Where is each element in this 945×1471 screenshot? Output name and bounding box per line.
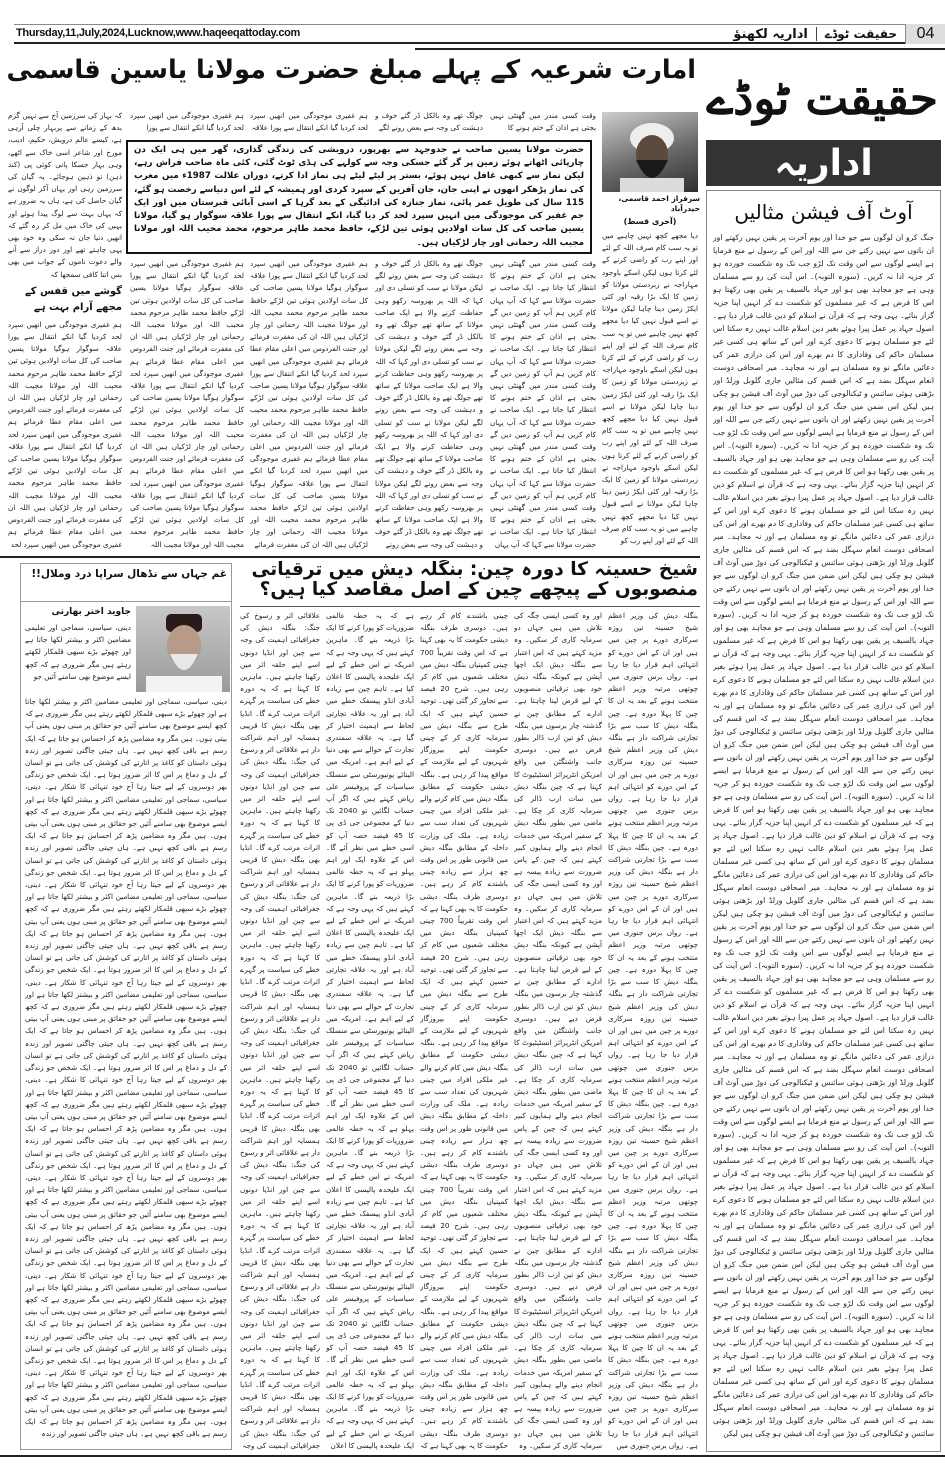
divider (415, 48, 945, 50)
column-body-top: دینی، سیاسی، سماجی اور تعلیمی مضامین اکثر و بیشتر لکھا جاتا ہے اور چھوٹے بڑے سبھی قلمکار لکھتے رہتے ہیں مگر ضروری ہے کہ کچھ ایسے موضوع بھی سامنے آئیں جو (25, 623, 131, 681)
bottom-rule (0, 1455, 945, 1457)
lead-highlight-box: حضرت مولانا یسین صاحب نے جدوجہد سے بھرپور، درویشی کی زندگی گذاری، گھر میں ہی ایک دن چارپائی اٹھاتے ہوئے زمین پر گر گئے جسکی وجہ سے کولہے کی ہڈی ٹوٹ گئی، کئی ماہ صاحب فراش رہے، لیکن نماز سے کبھی غافل نہیں ہوئے، بستر پر لیٹے لیٹے ہی نماز ادا کرتے، دوران علالت 1987ء میں مغرب کی نماز پڑھکر انھوں نے اپنی جان، جان آفریں کے سپرد کردی اور ہمیشہ کے لئے اس دنیاسے رخصت ہو گئے، 115 سال کی طویل عمر پائی، نماز جنازہ کی ادائیگی کے بعد گرہا کے اسی آبائی قبرستان میں اور ایک جم غفیر کی موجودگی میں انہیں سپرد لحد کر دیا گیا، انکے انتقال سے پورا علاقہ سوگوار ہو گیا، مولانا یسین صاحب کی کل سات اولادیں ہوئی تین لڑکے، حافظ محمد طاہر مرحوم، محمد محیب اللہ اور مولانا مجیب اللہ رحمانی اور چار لڑکیاں ہیں۔ (126, 140, 592, 254)
lead-column-3-top: جولگ تھے وہ بالکل ڈر گئے خوف و دہشت کی وجہ سے بعض رونے لگے (375, 111, 483, 133)
lead-column-4-top: وقت کسی مندر میں گھنٹی نہیں بجتی ہے اذان کے ختم ہونے کا (490, 111, 596, 133)
section-name: اداریہ لکھنؤ (733, 26, 808, 42)
china-column-5: علاقائی اثر و رسوخ کی جنگ: بنگلہ دیش کی جغرافیائی اہمیت کی وجہ سے چین اور انڈیا دونوں اسے اپنے حلقہ اثر میں رکھنا چاہتے ہیں۔ ماہرین کا کہنا ہے کہ یہ دورہ خطے کی سیاست پر گہرے اثرات مرتب کرے گا۔ انڈیا بھی بنگلہ دیش کا قریبی ہمسایہ اور اہم شراکت دار ہے علاقائی اثر و رسوخ کی جنگ: بنگلہ دیش کی جغرافیائی اہمیت کی وجہ سے چین اور انڈیا دونوں اسے اپنے حلقہ اثر میں رکھنا چاہتے ہیں۔ ماہرین کا کہنا ہے کہ یہ دورہ خطے کی سیاست پر گہرے اثرات مرتب کرے گا۔ انڈیا بھی بنگلہ دیش کا قریبی ہمسایہ اور اہم شراکت دار ہے علاقائی اثر و رسوخ کی جنگ: بنگلہ دیش کی جغرافیائی اہمیت کی وجہ سے چین اور انڈیا دونوں اسے اپنے حلقہ اثر میں رکھنا چاہتے ہیں۔ ماہرین کا کہنا ہے کہ یہ دورہ خطے کی سیاست پر گہرے اثرات مرتب کرے گا۔ انڈیا بھی بنگلہ دیش کا قریبی ہمسایہ اور اہم شراکت دار ہے علاقائی اثر و رسوخ کی جنگ: بنگلہ دیش کی جغرافیائی اہمیت کی وجہ سے چین اور انڈیا دونوں اسے اپنے حلقہ اثر میں رکھنا چاہتے ہیں۔ ماہرین کا کہنا ہے کہ یہ دورہ خطے کی سیاست پر گہرے اثرات مرتب کرے گا۔ انڈیا بھی بنگلہ دیش کا قریبی ہمسایہ اور اہم شراکت دار ہے علاقائی اثر و رسوخ کی جنگ: بنگلہ دیش کی جغرافیائی اہمیت کی وجہ سے چین اور انڈیا دونوں اسے اپنے حلقہ اثر میں رکھنا چاہتے ہیں۔ ماہرین کا کہنا ہے کہ یہ دورہ خطے کی سیاست پر گہرے اثرات مرتب کرے گا۔ انڈیا بھی بنگلہ دیش کا قریبی ہمسایہ اور اہم شراکت دار ہے علاقائی اثر و رسوخ کی جنگ: بنگلہ دیش کی جغرافیائی اہمیت کی وجہ سے چین اور انڈیا دونوں اسے اپنے حلقہ اثر میں رکھنا چاہتے ہیں۔ ماہرین کا کہنا ہے کہ یہ دورہ خطے کی سیاست پر گہرے اثرات مرتب کرے گا۔ انڈیا بھی بنگلہ دیش کا قریبی ہمسایہ اور اہم شراکت دار ہے علاقائی اثر و رسوخ کی جنگ: بنگلہ دیش کی جغرافیائی اہمیت کی وجہ (240, 611, 320, 1450)
header-right (725, 24, 945, 44)
lead-column-1b: ہم غفیری موجودگی میں انھیں سپرد لحد کردیا گیا انکے انتقال سے پورا علاقہ سوگوار ہوگیا مولانا یسین صاحب کی کل سات اولادیں ہوئی تین لڑکے حافظ محمد طاہر مرحوم محمد محیب اللہ اور مولانا مجیب اللہ رحمانی اور چار لڑکیاں ہیں اللہ ان کی مغفرت فرمائے اور جنت الفردوس میں اعلی مقام عطا فرمائے ہم غفیری موجودگی میں انھیں سپرد لحد کردیا گیا انکے انتقال سے پورا علاقہ سوگوار ہوگیا مولانا یسین صاحب کی کل سات اولادیں ہوئی تین لڑکے حافظ محمد طاہر مرحوم محمد محیب اللہ اور مولانا مجیب اللہ رحمانی اور چار لڑکیاں ہیں اللہ ان کی مغفرت فرمائے اور جنت الفردوس میں اعلی مقام عطا فرمائے ہم غفیری موجودگی میں انھیں سپرد لحد کردیا گیا انکے انتقال سے پورا علاقہ سوگوار ہوگیا مولانا یسین صاحب کی کل سات اولادیں ہوئی تین لڑکے حافظ محمد طاہر مرحوم محمد محیب اللہ اور مولانا مجیب اللہ (130, 259, 244, 549)
china-headline: شیخ حسینہ کا دورہ چین: بنگلہ دیش میں ترقیاتی منصوبوں کے پیچھے چین کے اصل مقاصد کیا ہیں؟ (251, 560, 698, 601)
column-body: دینی، سیاسی، سماجی اور تعلیمی مضامین اکثر و بیشتر لکھا جاتا ہے اور چھوٹے بڑے سبھی قلمکار لکھتے رہتے ہیں مگر ضروری ہے کہ کچھ ایسے موضوع بھی سامنے آئیں جو حقائق پر مبنی ہوں یعنی آپ بیتی ہوں۔ ہیں مگر وہ مضامین پڑھ کر احساس ہو جاتا ہے کہ ایک رسم ہے باقی کچھ نہیں ہے۔ ہاں جیتی جاگتی تصویر اور زندہ ہوئی داستان کو کاغذ پر اتارنے کی کوشش کی جاتی ہے تو انسان کے دل و دماغ پر اس کا اثر ضرور ہوتا ہے۔ ایک شخص جو زندگی بھر دوسروں کے لیے جیتا رہا آج خود تنہائی کا شکار ہے۔ دینی، سیاسی، سماجی اور تعلیمی مضامین اکثر و بیشتر لکھا جاتا ہے اور چھوٹے بڑے سبھی قلمکار لکھتے رہتے ہیں مگر ضروری ہے کہ کچھ ایسے موضوع بھی سامنے آئیں جو حقائق پر مبنی ہوں یعنی آپ بیتی ہوں۔ ہیں مگر وہ مضامین پڑھ کر احساس ہو جاتا ہے کہ ایک رسم ہے باقی کچھ نہیں ہے۔ ہاں جیتی جاگتی تصویر اور زندہ ہوئی داستان کو کاغذ پر اتارنے کی کوشش کی جاتی ہے تو انسان کے دل و دماغ پر اس کا اثر ضرور ہوتا ہے۔ ایک شخص جو زندگی بھر دوسروں کے لیے جیتا رہا آج خود تنہائی کا شکار ہے۔ دینی، سیاسی، سماجی اور تعلیمی مضامین اکثر و بیشتر لکھا جاتا ہے اور چھوٹے بڑے سبھی قلمکار لکھتے رہتے ہیں مگر ضروری ہے کہ کچھ ایسے موضوع بھی سامنے آئیں جو حقائق پر مبنی ہوں یعنی آپ بیتی ہوں۔ ہیں مگر وہ مضامین پڑھ کر احساس ہو جاتا ہے کہ ایک رسم ہے باقی کچھ نہیں ہے۔ ہاں جیتی جاگتی تصویر اور زندہ ہوئی داستان کو کاغذ پر اتارنے کی کوشش کی جاتی ہے تو انسان کے دل و دماغ پر اس کا اثر ضرور ہوتا ہے۔ ایک شخص جو زندگی بھر دوسروں کے لیے جیتا رہا آج خود تنہائی کا شکار ہے۔ دینی، سیاسی، سماجی اور تعلیمی مضامین اکثر و بیشتر لکھا جاتا ہے اور چھوٹے بڑے سبھی قلمکار لکھتے رہتے ہیں مگر ضروری ہے کہ کچھ ایسے موضوع بھی سامنے آئیں جو حقائق پر مبنی ہوں یعنی آپ بیتی ہوں۔ ہیں مگر وہ مضامین پڑھ کر احساس ہو جاتا ہے کہ ایک رسم ہے باقی کچھ نہیں ہے۔ ہاں جیتی جاگتی تصویر اور زندہ ہوئی داستان کو کاغذ پر اتارنے کی کوشش کی جاتی ہے تو انسان کے دل و دماغ پر اس کا اثر ضرور ہوتا ہے۔ ایک شخص جو زندگی بھر دوسروں کے لیے جیتا رہا آج خود تنہائی کا شکار ہے۔ دینی، سیاسی، سماجی اور تعلیمی مضامین اکثر و بیشتر لکھا جاتا ہے اور چھوٹے بڑے سبھی قلمکار لکھتے رہتے ہیں مگر ضروری ہے کہ کچھ ایسے موضوع بھی سامنے آئیں جو حقائق پر مبنی ہوں یعنی آپ بیتی ہوں۔ ہیں مگر وہ مضامین پڑھ کر احساس ہو جاتا ہے کہ ایک رسم ہے باقی کچھ نہیں ہے۔ ہاں جیتی جاگتی تصویر اور زندہ ہوئی داستان کو کاغذ پر اتارنے کی کوشش کی جاتی ہے تو انسان کے دل و دماغ پر اس کا اثر ضرور ہوتا ہے۔ ایک شخص جو زندگی بھر دوسروں کے لیے جیتا رہا آج خود تنہائی کا شکار ہے۔ دینی، سیاسی، سماجی اور تعلیمی مضامین اکثر و بیشتر لکھا جاتا ہے اور چھوٹے بڑے سبھی قلمکار لکھتے رہتے ہیں مگر ضروری ہے کہ کچھ ایسے موضوع بھی سامنے آئیں جو حقائق پر مبنی ہوں یعنی آپ بیتی ہوں۔ ہیں مگر وہ مضامین پڑھ کر احساس ہو جاتا ہے کہ ایک رسم ہے باقی کچھ نہیں ہے۔ ہاں جیتی جاگتی تصویر اور زندہ ہوئی داستان کو کاغذ پر اتارنے کی کوشش کی جاتی ہے تو انسان کے دل و دماغ پر اس کا اثر ضرور ہوتا ہے۔ ایک شخص جو زندگی بھر دوسروں کے لیے جیتا رہا آج خود تنہائی کا شکار ہے۔ دینی، سیاسی، سماجی اور تعلیمی مضامین اکثر و بیشتر لکھا جاتا ہے اور چھوٹے بڑے سبھی قلمکار لکھتے رہتے ہیں مگر ضروری ہے کہ کچھ ایسے موضوع بھی سامنے آئیں جو حقائق پر مبنی ہوں یعنی آپ بیتی ہوں۔ ہیں مگر وہ مضامین پڑھ کر احساس ہو جاتا ہے کہ ایک رسم ہے باقی کچھ نہیں ہے۔ ہاں جیتی جاگتی تصویر اور زندہ ہوئی داستان کو کاغذ پر اتارنے کی کوشش کی جاتی ہے تو انسان کے دل و دماغ پر اس کا اثر ضرور ہوتا ہے۔ ایک شخص جو زندگی بھر دوسروں کے لیے جیتا رہا آج خود تنہائی کا شکار ہے۔ دینی، سیاسی، سماجی اور تعلیمی مضامین اکثر و بیشتر لکھا جاتا ہے اور چھوٹے بڑے سبھی قلمکار لکھتے رہتے ہیں مگر ضروری ہے کہ کچھ ایسے موضوع بھی سامنے آئیں جو حقائق پر مبنی ہوں یعنی آپ بیتی ہوں۔ ہیں مگر وہ مضامین پڑھ کر احساس ہو جاتا ہے کہ ایک رسم ہے باقی کچھ نہیں ہے۔ ہاں جیتی جاگتی تصویر اور زندہ (25, 697, 227, 1439)
divider (240, 606, 700, 607)
lead-column-2: ہم غفیری موجودگی میں انھیں سپرد لحد کردیا گیا انکے انتقال سے پورا علاقہ سوگوار ہوگیا مولانا یسین صاحب کی کل سات اولادیں ہوئی تین لڑکے حافظ محمد طاہر مرحوم محمد محیب اللہ اور مولانا مجیب اللہ رحمانی اور چار لڑکیاں ہیں اللہ ان کی مغفرت فرمائے اور جنت الفردوس میں اعلی مقام عطا فرمائے ہم غفیری موجودگی میں انھیں سپرد لحد کردیا گیا انکے انتقال سے پورا علاقہ سوگوار ہوگیا مولانا یسین صاحب کی کل سات اولادیں ہوئی تین لڑکے حافظ محمد طاہر مرحوم محمد محیب اللہ اور مولانا مجیب اللہ رحمانی اور چار لڑکیاں ہیں اللہ ان کی مغفرت فرمائے اور جنت الفردوس میں اعلی مقام عطا فرمائے ہم غفیری موجودگی میں انھیں سپرد لحد کردیا گیا انکے انتقال سے پورا علاقہ سوگوار ہوگیا مولانا یسین صاحب کی کل سات اولادیں ہوئی تین لڑکے حافظ محمد طاہر مرحوم محمد محیب اللہ اور مولانا مجیب اللہ رحمانی اور چار لڑکیاں ہیں اللہ ان کی مغفرت فرمائے (250, 259, 368, 549)
lead-column-3: جولگ تھے وہ بالکل ڈر گئے خوف و دہشت کی وجہ سے بعض رونے لگے لیکن مولانا نے سب کو تسلی دی اور کہا کہ اللہ پر بھروسہ رکھو وہی حفاظت کرنے والا ہے ایک صاحب مولانا کے ساتھ تھے جولگ تھے وہ بالکل ڈر گئے خوف و دہشت کی وجہ سے بعض رونے لگے لیکن مولانا نے سب کو تسلی دی اور کہا کہ اللہ پر بھروسہ رکھو وہی حفاظت کرنے والا ہے ایک صاحب مولانا کے ساتھ تھے جولگ تھے وہ بالکل ڈر گئے خوف و دہشت کی وجہ سے بعض رونے لگے لیکن مولانا نے سب کو تسلی دی اور کہا کہ اللہ پر بھروسہ رکھو وہی حفاظت کرنے والا ہے ایک صاحب مولانا کے ساتھ تھے جولگ تھے وہ بالکل ڈر گئے خوف و دہشت کی وجہ سے بعض رونے لگے لیکن مولانا نے سب کو تسلی دی اور کہا کہ اللہ پر بھروسہ رکھو وہی حفاظت کرنے والا ہے ایک صاحب مولانا کے ساتھ تھے جولگ تھے وہ بالکل ڈر گئے خوف و دہشت کی وجہ سے بعض رونے (375, 259, 483, 549)
lead-column-0 (8, 110, 122, 553)
editorial-box (706, 190, 941, 1452)
columnist-photo (136, 606, 230, 692)
lead-column-5: دیا مجھے کچھ نہیں چاہیے میں تو یہ سب کام صرف اللہ کے لئے اور اپنے رب کو راضی کرنے کے لئے کرتا ہوں لیکن اسکے باوجود مہاراجہ نے زبردستی مولانا کو زمین کا ایک بڑا رقبہ اور کئی ایکڑ زمین دینا چاہا لیکن مولانا نے اسے قبول نہیں کیا دیا مجھے کچھ نہیں چاہیے میں تو یہ سب کام صرف اللہ کے لئے اور اپنے رب کو راضی کرنے کے لئے کرتا ہوں لیکن اسکے باوجود مہاراجہ نے زبردستی مولانا کو زمین کا ایک بڑا رقبہ اور کئی ایکڑ زمین دینا چاہا لیکن مولانا نے اسے قبول نہیں کیا دیا مجھے کچھ نہیں چاہیے میں تو یہ سب کام صرف اللہ کے لئے اور اپنے رب کو راضی کرنے کے لئے کرتا ہوں لیکن اسکے باوجود مہاراجہ نے زبردستی مولانا کو زمین کا ایک بڑا رقبہ اور کئی ایکڑ زمین دینا چاہا لیکن مولانا نے اسے قبول نہیں کیا دیا مجھے کچھ نہیں چاہیے میں تو یہ سب کام صرف اللہ کے لئے اور اپنے رب کو (602, 231, 698, 546)
author-photo (602, 112, 698, 192)
lead-column-2-top: ہم غفیری موجودگی میں انھیں سپرد لحد کردیا گیا انکے انتقال سے پورا علاقہ (250, 111, 368, 133)
lead-author: سرفراز احمد قاسمی، حیدرآباد (618, 194, 700, 213)
lead-subhead: گوشے میں قفس کے مجھے آرام بہت ہے (24, 285, 122, 313)
lead-column-text-2: ہم غفیری موجودگی میں انھیں سپرد لحد کردیا گیا انکے انتقال سے پورا علاقہ سوگوار ہوگیا مولانا یسین صاحب کی کل سات اولادیں ہوئی تین لڑکے حافظ محمد طاہر مرحوم محمد محیب اللہ اور مولانا مجیب اللہ رحمانی اور چار لڑکیاں ہیں اللہ ان کی مغفرت فرمائے اور جنت الفردوس میں اعلی مقام عطا فرمائے ہم غفیری موجودگی میں انھیں سپرد لحد کردیا گیا انکے انتقال سے پورا علاقہ سوگوار ہوگیا مولانا یسین صاحب کی کل سات اولادیں ہوئی تین لڑکے حافظ محمد طاہر مرحوم محمد محیب اللہ اور مولانا مجیب اللہ رحمانی اور چار لڑکیاں ہیں اللہ ان کی مغفرت فرمائے اور جنت الفردوس میں اعلی مقام عطا فرمائے ہم غفیری موجودگی میں انھیں سپرد لحد (8, 319, 122, 549)
lead-column-4: وقت کسی مندر میں گھنٹی نہیں بجتی ہے اذان کے ختم ہونے کا انتظار کیا جاتا ہے۔ ایک صاحب نے حضرت مولانا سے کہا کہ آپ یہاں کام کریں ہم آپ کو زمین دیں گے وقت کسی مندر میں گھنٹی نہیں بجتی ہے اذان کے ختم ہونے کا انتظار کیا جاتا ہے۔ ایک صاحب نے حضرت مولانا سے کہا کہ آپ یہاں کام کریں ہم آپ کو زمین دیں گے وقت کسی مندر میں گھنٹی نہیں بجتی ہے اذان کے ختم ہونے کا انتظار کیا جاتا ہے۔ ایک صاحب نے حضرت مولانا سے کہا کہ آپ یہاں کام کریں ہم آپ کو زمین دیں گے وقت کسی مندر میں گھنٹی نہیں بجتی ہے اذان کے ختم ہونے کا انتظار کیا جاتا ہے۔ ایک صاحب نے حضرت مولانا سے کہا کہ آپ یہاں کام کریں ہم آپ کو زمین دیں گے وقت کسی مندر میں گھنٹی نہیں بجتی ہے اذان کے ختم ہونے کا انتظار کیا جاتا ہے۔ ایک صاحب نے حضرت مولانا سے کہا کہ آپ یہاں (490, 259, 596, 549)
china-column-3: چینی باشندے کام کر رہے ہیں۔ دوسری طرف بنگلہ دیشی حکومت کا یہ بھی کہنا ہے کہ اس وقت تقریباً 700 چینی کمپنیاں بنگلہ دیش میں مختلف شعبوں میں کام کر رہی ہیں۔ شرح 20 فیصد سے تجاوز کر گئی تھی۔ توحید حسین کہتے ہیں کہ ایک طرح سے بنگلہ دیش میں سرمایہ کاری کر کے چینی حکومت اپنے بیروزگار شہریوں کے لیے ملازمت کے مواقع پیدا کر رہی ہے۔ بنگلہ دیشی حکومت کے مطابق بنگلہ دیش میں کام کرنے والے غیر ملکی افراد میں چینی شہریوں کی تعداد سب سے زیادہ ہے۔ ملک کی وزارت داخلہ کے مطابق بنگلہ دیش میں قانونی طور پر اس وقت چھ ہزار سے زیادہ چینی باشندے کام کر رہے ہیں۔ دوسری طرف بنگلہ دیشی حکومت کا یہ بھی کہنا ہے کہ اس وقت تقریباً 700 چینی کمپنیاں بنگلہ دیش میں مختلف شعبوں میں کام کر رہی ہیں۔ شرح 20 فیصد سے تجاوز کر گئی تھی۔ توحید حسین کہتے ہیں کہ ایک طرح سے بنگلہ دیش میں سرمایہ کاری کر کے چینی حکومت اپنے بیروزگار شہریوں کے لیے ملازمت کے مواقع پیدا کر رہی ہے۔ بنگلہ دیشی حکومت کے مطابق بنگلہ دیش میں کام کرنے والے غیر ملکی افراد میں چینی شہریوں کی تعداد سب سے زیادہ ہے۔ ملک کی وزارت داخلہ کے مطابق بنگلہ دیش میں قانونی طور پر اس وقت چھ ہزار سے زیادہ چینی باشندے کام کر رہے ہیں۔ دوسری طرف بنگلہ دیشی حکومت کا یہ بھی کہنا ہے کہ اس وقت تقریباً 700 چینی کمپنیاں بنگلہ دیش میں مختلف شعبوں میں کام کر رہی ہیں۔ شرح 20 فیصد سے تجاوز کر گئی تھی۔ توحید حسین کہتے ہیں کہ ایک طرح سے بنگلہ دیش میں سرمایہ کاری کر کے چینی حکومت اپنے بیروزگار شہریوں کے لیے ملازمت کے مواقع پیدا کر رہی ہے۔ بنگلہ دیشی حکومت کے مطابق بنگلہ دیش میں کام کرنے والے غیر ملکی افراد میں چینی شہریوں کی تعداد سب سے زیادہ ہے۔ ملک کی وزارت داخلہ کے مطابق بنگلہ دیش میں قانونی طور پر اس وقت چھ ہزار سے زیادہ چینی باشندے کام کر رہے ہیں۔ دوسری طرف بنگلہ دیشی حکومت کا یہ بھی کہنا ہے کہ (420, 611, 508, 1450)
divider (0, 556, 700, 558)
lead-headline: امارت شرعیہ کے پہلے مبلغ حضرت مولانا یاسین قاسمی (6, 55, 696, 85)
column-story-box (20, 563, 232, 1450)
masthead-title: حقیقت ٹوڈے (706, 71, 938, 125)
paper-name: حقیقت ٹوڈے (816, 27, 905, 41)
editorial-body: جنگ کرو ان لوگوں سے جو خدا اور یوم آخرت پر یقین نہیں رکھتے اور ان باتوں سے نہیں رکتے جن سے اللہ اور اس کے رسول نے منع فرمایا ہے ایسے لوگوں سے اس وقت تک لڑو جب تک وہ شکست خوردہ ہو کر جزیہ ادا نہ کریں۔ (سورہ التوبہ)۔ اس آیت کی رو سے مسلمان وہی ہے جو مجاہد بھی ہو اور جہاد بالسیف پر یقین بھی رکھتا ہو اس کا فرض ہے کہ غیر مسلموں کو شکست دے کر انہیں اپنا جزیہ گزار بنائے۔ یہی وجہ ہے کہ قرآن نے اسلام کو دین غالب قرار دیا ہے۔ اصول جہاد پر عمل پیرا ہوئے بغیر دین اسلام غالب نہیں رہ سکتا اس لئے جو مسلمان ہونے کا دعوی کرے اور اس کے ساتھ ہی کسی غیر مسلمان حاکم کی وفاداری کا دم بھرے اور اس کی درازی عمر کی دعائیں مانگے تو وہ مسلمان ہے اور نہ مجاہد۔ میر اصحافی دوست انعام سہگل بضد ہے کہ اس قسم کی مثالیں جاری گلوبل ورلڈ اور بڑھتی ہوئی سائنس و ٹیکنالوجی کی دوڑ میں آوٹ آف فیشن ہو چکی ہیں لیکن اس ضمن میں جنگ کرو ان لوگوں سے جو خدا اور یوم آخرت پر یقین نہیں رکھتے اور ان باتوں سے نہیں رکتے جن سے اللہ اور اس کے رسول نے منع فرمایا ہے ایسے لوگوں سے اس وقت تک لڑو جب تک وہ شکست خوردہ ہو کر جزیہ ادا نہ کریں۔ (سورہ التوبہ)۔ اس آیت کی رو سے مسلمان وہی ہے جو مجاہد بھی ہو اور جہاد بالسیف پر یقین بھی رکھتا ہو اس کا فرض ہے کہ غیر مسلموں کو شکست دے کر انہیں اپنا جزیہ گزار بنائے۔ یہی وجہ ہے کہ قرآن نے اسلام کو دین غالب قرار دیا ہے۔ اصول جہاد پر عمل پیرا ہوئے بغیر دین اسلام غالب نہیں رہ سکتا اس لئے جو مسلمان ہونے کا دعوی کرے اور اس کے ساتھ ہی کسی غیر مسلمان حاکم کی وفاداری کا دم بھرے اور اس کی درازی عمر کی دعائیں مانگے تو وہ مسلمان ہے اور نہ مجاہد۔ میر اصحافی دوست انعام سہگل بضد ہے کہ اس قسم کی مثالیں جاری گلوبل ورلڈ اور بڑھتی ہوئی سائنس و ٹیکنالوجی کی دوڑ میں آوٹ آف فیشن ہو چکی ہیں لیکن اس ضمن میں جنگ کرو ان لوگوں سے جو خدا اور یوم آخرت پر یقین نہیں رکھتے اور ان باتوں سے نہیں رکتے جن سے اللہ اور اس کے رسول نے منع فرمایا ہے ایسے لوگوں سے اس وقت تک لڑو جب تک وہ شکست خوردہ ہو کر جزیہ ادا نہ کریں۔ (سورہ التوبہ)۔ اس آیت کی رو سے مسلمان وہی ہے جو مجاہد بھی ہو اور جہاد بالسیف پر یقین بھی رکھتا ہو اس کا فرض ہے کہ غیر مسلموں کو شکست دے کر انہیں اپنا جزیہ گزار بنائے۔ یہی وجہ ہے کہ قرآن نے اسلام کو دین غالب قرار دیا ہے۔ اصول جہاد پر عمل پیرا ہوئے بغیر دین اسلام غالب نہیں رہ سکتا اس لئے جو مسلمان ہونے کا دعوی کرے اور اس کے ساتھ ہی کسی غیر مسلمان حاکم کی وفاداری کا دم بھرے اور اس کی درازی عمر کی دعائیں مانگے تو وہ مسلمان ہے اور نہ مجاہد۔ میر اصحافی دوست انعام سہگل بضد ہے کہ اس قسم کی مثالیں جاری گلوبل ورلڈ اور بڑھتی ہوئی سائنس و ٹیکنالوجی کی دوڑ میں آوٹ آف فیشن ہو چکی ہیں لیکن اس ضمن میں جنگ کرو ان لوگوں سے جو خدا اور یوم آخرت پر یقین نہیں رکھتے اور ان باتوں سے نہیں رکتے جن سے اللہ اور اس کے رسول نے منع فرمایا ہے ایسے لوگوں سے اس وقت تک لڑو جب تک وہ شکست خوردہ ہو کر جزیہ ادا نہ کریں۔ (سورہ التوبہ)۔ اس آیت کی رو سے مسلمان وہی ہے جو مجاہد بھی ہو اور جہاد بالسیف پر یقین بھی رکھتا ہو اس کا فرض ہے کہ غیر مسلموں کو شکست دے کر انہیں اپنا جزیہ گزار بنائے۔ یہی وجہ ہے کہ قرآن نے اسلام کو دین غالب قرار دیا ہے۔ اصول جہاد پر عمل پیرا ہوئے بغیر دین اسلام غالب نہیں رہ سکتا اس لئے جو مسلمان ہونے کا دعوی کرے اور اس کے ساتھ ہی کسی غیر مسلمان حاکم کی وفاداری کا دم بھرے اور اس کی درازی عمر کی دعائیں مانگے تو وہ مسلمان ہے اور نہ مجاہد۔ میر اصحافی دوست انعام سہگل بضد ہے کہ اس قسم کی مثالیں جاری گلوبل ورلڈ اور بڑھتی ہوئی سائنس و ٹیکنالوجی کی دوڑ میں آوٹ آف فیشن ہو چکی ہیں لیکن اس ضمن میں جنگ کرو ان لوگوں سے جو خدا اور یوم آخرت پر یقین نہیں رکھتے اور ان باتوں سے نہیں رکتے جن سے اللہ اور اس کے رسول نے منع فرمایا ہے ایسے لوگوں سے اس وقت تک لڑو جب تک وہ شکست خوردہ ہو کر جزیہ ادا نہ کریں۔ (سورہ التوبہ)۔ اس آیت کی رو سے مسلمان وہی ہے جو مجاہد بھی ہو اور جہاد بالسیف پر یقین بھی رکھتا ہو اس کا فرض ہے کہ غیر مسلموں کو شکست دے کر انہیں اپنا جزیہ گزار بنائے۔ یہی وجہ ہے کہ قرآن نے اسلام کو دین غالب قرار دیا ہے۔ اصول جہاد پر عمل پیرا ہوئے بغیر دین اسلام غالب نہیں رہ سکتا اس لئے جو مسلمان ہونے کا دعوی کرے اور اس کے ساتھ ہی کسی غیر مسلمان حاکم کی وفاداری کا دم بھرے اور اس کی درازی عمر کی دعائیں مانگے تو وہ مسلمان ہے اور نہ مجاہد۔ میر اصحافی دوست انعام سہگل بضد ہے کہ اس قسم کی مثالیں جاری گلوبل ورلڈ اور بڑھتی ہوئی سائنس و ٹیکنالوجی کی دوڑ میں آوٹ آف فیشن ہو چکی ہیں لیکن اس ضمن میں جنگ کرو ان لوگوں سے جو خدا اور یوم آخرت پر یقین نہیں رکھتے اور ان باتوں سے نہیں رکتے جن سے اللہ اور اس کے رسول نے منع فرمایا ہے ایسے لوگوں سے اس وقت تک لڑو جب تک وہ شکست خوردہ ہو کر جزیہ ادا نہ کریں۔ (سورہ التوبہ)۔ اس آیت کی رو سے مسلمان وہی ہے جو مجاہد بھی ہو اور جہاد بالسیف پر یقین بھی رکھتا ہو اس کا فرض ہے کہ غیر مسلموں کو شکست دے کر انہیں اپنا جزیہ گزار بنائے۔ یہی وجہ ہے کہ قرآن نے اسلام کو دین غالب قرار دیا ہے۔ اصول جہاد پر عمل پیرا ہوئے بغیر دین اسلام غالب نہیں رہ سکتا اس لئے جو مسلمان ہونے کا دعوی کرے اور اس کے ساتھ ہی کسی غیر مسلمان حاکم کی وفاداری کا دم بھرے اور اس کی درازی عمر کی دعائیں مانگے تو وہ مسلمان ہے اور نہ مجاہد۔ میر اصحافی دوست انعام سہگل بضد ہے کہ اس قسم کی مثالیں جاری گلوبل ورلڈ اور بڑھتی ہوئی سائنس و ٹیکنالوجی کی دوڑ میں آوٹ آف فیشن ہو چکی ہیں لیکن اس ضمن میں جنگ کرو ان لوگوں سے جو خدا اور یوم آخرت پر یقین نہیں رکھتے اور ان باتوں سے نہیں رکتے جن سے اللہ اور اس کے رسول نے منع فرمایا ہے ایسے لوگوں سے اس وقت تک لڑو جب تک وہ شکست خوردہ ہو کر جزیہ ادا نہ کریں۔ (سورہ التوبہ)۔ اس آیت کی رو سے مسلمان وہی ہے جو مجاہد بھی ہو اور جہاد بالسیف پر یقین بھی رکھتا ہو اس کا فرض ہے کہ غیر مسلموں کو شکست دے کر انہیں اپنا جزیہ گزار بنائے۔ یہی وجہ ہے کہ قرآن نے اسلام کو دین غالب قرار دیا ہے۔ اصول جہاد پر عمل پیرا ہوئے بغیر دین اسلام غالب نہیں رہ سکتا اس لئے جو مسلمان ہونے کا دعوی کرے اور اس کے ساتھ ہی کسی غیر مسلمان حاکم کی وفاداری کا دم بھرے اور اس کی درازی عمر کی دعائیں مانگے تو وہ مسلمان ہے اور نہ مجاہد۔ میر اصحافی دوست انعام سہگل بضد ہے کہ اس قسم کی مثالیں جاری گلوبل ورلڈ اور بڑھتی ہوئی سائنس و ٹیکنالوجی کی دوڑ میں آوٹ آف فیشن ہو چکی ہیں لیکن (713, 233, 934, 1438)
china-column-2: اور وہ کسی ایسی جگہ کی تلاش میں ہیں جہاں دو سرمایہ کاری کر سکیں۔ وہ مزید کہتے ہیں کہ اس اعتبار سے بنگلہ دیش ایک اچھا آپشن ہے کیونکہ بنگلہ دیش خود بھی ترقیاتی منصوبوں کے لیے قرض لینا چاہتا ہے۔ ادارے کے مطابق چین نے گذشتہ چار برسوں میں بنگلہ دیش کو تین ارب ڈالر بطور قرض دیے ہیں۔ دوسری جانب واشنگٹن میں واقع امریکن انٹرپرائز انسٹیٹیوٹ کا کہنا ہے کہ چین بنگلہ دیش میں سات ارب ڈالر کی سرمایہ کاری کر چکا ہے۔ ماضی میں بطور بنگلہ دیش کے سفیر امریکہ میں خدمات انجام دینے والے ہمایوں کبیر کہتے ہیں کہ چین کے پاس ضرورت سے زیادہ پیسہ ہے اور وہ کسی ایسی جگہ کی تلاش میں ہیں جہاں دو سرمایہ کاری کر سکیں۔ وہ مزید کہتے ہیں کہ اس اعتبار سے بنگلہ دیش ایک اچھا آپشن ہے کیونکہ بنگلہ دیش خود بھی ترقیاتی منصوبوں کے لیے قرض لینا چاہتا ہے۔ ادارے کے مطابق چین نے گذشتہ چار برسوں میں بنگلہ دیش کو تین ارب ڈالر بطور قرض دیے ہیں۔ دوسری جانب واشنگٹن میں واقع امریکن انٹرپرائز انسٹیٹیوٹ کا کہنا ہے کہ چین بنگلہ دیش میں سات ارب ڈالر کی سرمایہ کاری کر چکا ہے۔ ماضی میں بطور بنگلہ دیش کے سفیر امریکہ میں خدمات انجام دینے والے ہمایوں کبیر کہتے ہیں کہ چین کے پاس ضرورت سے زیادہ پیسہ ہے اور وہ کسی ایسی جگہ کی تلاش میں ہیں جہاں دو سرمایہ کاری کر سکیں۔ وہ مزید کہتے ہیں کہ اس اعتبار سے بنگلہ دیش ایک اچھا آپشن ہے کیونکہ بنگلہ دیش خود بھی ترقیاتی منصوبوں کے لیے قرض لینا چاہتا ہے۔ ادارے کے مطابق چین نے گذشتہ چار برسوں میں بنگلہ دیش کو تین ارب ڈالر بطور قرض دیے ہیں۔ دوسری جانب واشنگٹن میں واقع امریکن انٹرپرائز انسٹیٹیوٹ کا کہنا ہے کہ چین بنگلہ دیش میں سات ارب ڈالر کی سرمایہ کاری کر چکا ہے۔ ماضی میں بطور بنگلہ دیش کے سفیر امریکہ میں خدمات انجام دینے والے ہمایوں کبیر کہتے ہیں کہ چین کے پاس ضرورت سے زیادہ پیسہ ہے اور وہ کسی ایسی جگہ کی تلاش میں ہیں جہاں دو سرمایہ کاری کر سکیں۔ وہ (514, 611, 602, 1450)
columnist-name: جاوید اختر بھارتی (51, 607, 131, 617)
lead-installment: (آخری قسط) (623, 217, 677, 226)
portrait-icon (602, 112, 698, 192)
dateline: Thursday,11,July,2024,Lucknow,www.haqeeqattoday.com (16, 27, 301, 39)
page-number: 04 (905, 24, 945, 44)
column-headline: غم جہاں سے نڈھال سراپا درد وملال!! (21, 564, 231, 602)
lead-column-text: کہ بہار کی سرزمین آج سے نہیں گزم بدھ کے زمانے سے پربہار چلی آرہی ہے، کیسے عالم درویش، حکیم، ادیب، مورخ اور شاعر اسی خاک سے اٹھے، وہی بہار جسکا پانی کوئی پی (کند ذہن) تو ذہین ہوجائے۔ یہ گیان کی سرزمین رہی اور یہاں آکر لوگوں نے گیان حاصل کی ہے، ہاں یہ ضرور ہے کہ یہاں بہت سے لوگ پیدا ہوئے اور یہیں کی خاک میں مل کر رہ گئے کہ انھیں دنیا جان نہ سکی وہ خود بھی یہی چاہتے تھے اور دور دراز سے آنے والے دعوت ناموں کے جواب میں بھی بس اتنا کافی سمجھا کہ (8, 111, 122, 279)
editorial-title: آوٹ آف فیشن مثالیں (734, 200, 913, 224)
china-column-4: ہے کہ یہ خطہ عالمی ضروریات کو پورا کرنے کا ایک بڑا ذریعہ بنے گا۔ ماہرین کہتے ہیں کہ یہی وجہ ہے کہ امریکہ نے اس خطے کے لیے ایک علیحدہ پالیسی کا اعلان کیا ہے۔ تاہم چین سے زیادہ آبادی انڈو پیسفک خطے میں آباد ہے اور یہ علاقہ تجارتی لحاظ سے اہمیت اختیار کر گیا ہے۔ یہ علاقہ سمندری تجارت کے حوالے سے بھی دنیا کے لیے اہم ہے۔ امریکہ میں الینائے یونیورسٹی سے منسلک سیاسیات کے پروفیسر علی ریاض کہتے ہیں کہ اگر آپ حساب لگائیں تو 2040 تک دنیا کے مجموعی جی ڈی پی کا 45 فیصد حصہ آپ کو اسی خطے میں نظر آئے گا۔ اس کے علاوہ ایک اور اہم پہلو ہے کہ یہ خطہ عالمی ضروریات کو پورا کرنے کا ایک بڑا ذریعہ بنے گا۔ ماہرین کہتے ہیں کہ یہی وجہ ہے کہ امریکہ نے اس خطے کے لیے ایک علیحدہ پالیسی کا اعلان کیا ہے۔ تاہم چین سے زیادہ آبادی انڈو پیسفک خطے میں آباد ہے اور یہ علاقہ تجارتی لحاظ سے اہمیت اختیار کر گیا ہے۔ یہ علاقہ سمندری تجارت کے حوالے سے بھی دنیا کے لیے اہم ہے۔ امریکہ میں الینائے یونیورسٹی سے منسلک سیاسیات کے پروفیسر علی ریاض کہتے ہیں کہ اگر آپ حساب لگائیں تو 2040 تک دنیا کے مجموعی جی ڈی پی کا 45 فیصد حصہ آپ کو اسی خطے میں نظر آئے گا۔ اس کے علاوہ ایک اور اہم پہلو ہے کہ یہ خطہ عالمی ضروریات کو پورا کرنے کا ایک بڑا ذریعہ بنے گا۔ ماہرین کہتے ہیں کہ یہی وجہ ہے کہ امریکہ نے اس خطے کے لیے ایک علیحدہ پالیسی کا اعلان کیا ہے۔ تاہم چین سے زیادہ آبادی انڈو پیسفک خطے میں آباد ہے اور یہ علاقہ تجارتی لحاظ سے اہمیت اختیار کر گیا ہے۔ یہ علاقہ سمندری تجارت کے حوالے سے بھی دنیا کے لیے اہم ہے۔ امریکہ میں الینائے یونیورسٹی سے منسلک سیاسیات کے پروفیسر علی ریاض کہتے ہیں کہ اگر آپ حساب لگائیں تو 2040 تک دنیا کے مجموعی جی ڈی پی کا 45 فیصد حصہ آپ کو اسی خطے میں نظر آئے گا۔ اس کے علاوہ ایک اور اہم پہلو ہے کہ یہ خطہ عالمی ضروریات کو پورا کرنے کا ایک بڑا ذریعہ بنے گا۔ ماہرین کہتے ہیں کہ یہی وجہ ہے کہ امریکہ نے اس خطے کے لیے ایک علیحدہ پالیسی کا اعلان (326, 611, 414, 1450)
editorial-label: اداریہ (706, 140, 941, 186)
lead-column-1b-top: ہم غفیری موجودگی میں انھیں سپرد لحد کردیا گیا انکے انتقال سے پورا (130, 111, 244, 133)
portrait-icon (136, 606, 230, 692)
china-column-1: بنگلہ دیش کی وزیر اعظم شیخ حسینہ تین روزہ سرکاری دورے پر چین میں ہیں اور ان کے اس دورے کو انتہائی اہم قرار دیا جا رہا ہے۔ رواں برس جنوری میں چوتھی مرتبہ وزیر اعظم منتخب ہونے کے بعد یہ ان کا چین کا پہلا دورہ ہے۔ چین بنگلہ دیش کا سب سے بڑا تجارتی شراکت دار ہے بنگلہ دیش کی وزیر اعظم شیخ حسینہ تین روزہ سرکاری دورے پر چین میں ہیں اور ان کے اس دورے کو انتہائی اہم قرار دیا جا رہا ہے۔ رواں برس جنوری میں چوتھی مرتبہ وزیر اعظم منتخب ہونے کے بعد یہ ان کا چین کا پہلا دورہ ہے۔ چین بنگلہ دیش کا سب سے بڑا تجارتی شراکت دار ہے بنگلہ دیش کی وزیر اعظم شیخ حسینہ تین روزہ سرکاری دورے پر چین میں ہیں اور ان کے اس دورے کو انتہائی اہم قرار دیا جا رہا ہے۔ رواں برس جنوری میں چوتھی مرتبہ وزیر اعظم منتخب ہونے کے بعد یہ ان کا چین کا پہلا دورہ ہے۔ چین بنگلہ دیش کا سب سے بڑا تجارتی شراکت دار ہے بنگلہ دیش کی وزیر اعظم شیخ حسینہ تین روزہ سرکاری دورے پر چین میں ہیں اور ان کے اس دورے کو انتہائی اہم قرار دیا جا رہا ہے۔ رواں برس جنوری میں چوتھی مرتبہ وزیر اعظم منتخب ہونے کے بعد یہ ان کا چین کا پہلا دورہ ہے۔ چین بنگلہ دیش کا سب سے بڑا تجارتی شراکت دار ہے بنگلہ دیش کی وزیر اعظم شیخ حسینہ تین روزہ سرکاری دورے پر چین میں ہیں اور ان کے اس دورے کو انتہائی اہم قرار دیا جا رہا ہے۔ رواں برس جنوری میں چوتھی مرتبہ وزیر اعظم منتخب ہونے کے بعد یہ ان کا چین کا پہلا دورہ ہے۔ چین بنگلہ دیش کا سب سے بڑا تجارتی شراکت دار ہے بنگلہ دیش کی وزیر اعظم شیخ حسینہ تین روزہ سرکاری دورے پر چین میں ہیں اور ان کے اس دورے کو انتہائی اہم قرار دیا جا رہا ہے۔ رواں برس جنوری میں چوتھی مرتبہ وزیر اعظم منتخب ہونے کے بعد یہ ان کا چین کا پہلا دورہ ہے۔ چین بنگلہ دیش کا سب سے بڑا تجارتی شراکت دار ہے بنگلہ دیش کی وزیر اعظم شیخ حسینہ تین روزہ سرکاری دورے پر چین میں ہیں اور ان کے اس دورے کو انتہائی اہم قرار دیا جا رہا ہے۔ رواں برس جنوری میں (608, 611, 698, 1450)
